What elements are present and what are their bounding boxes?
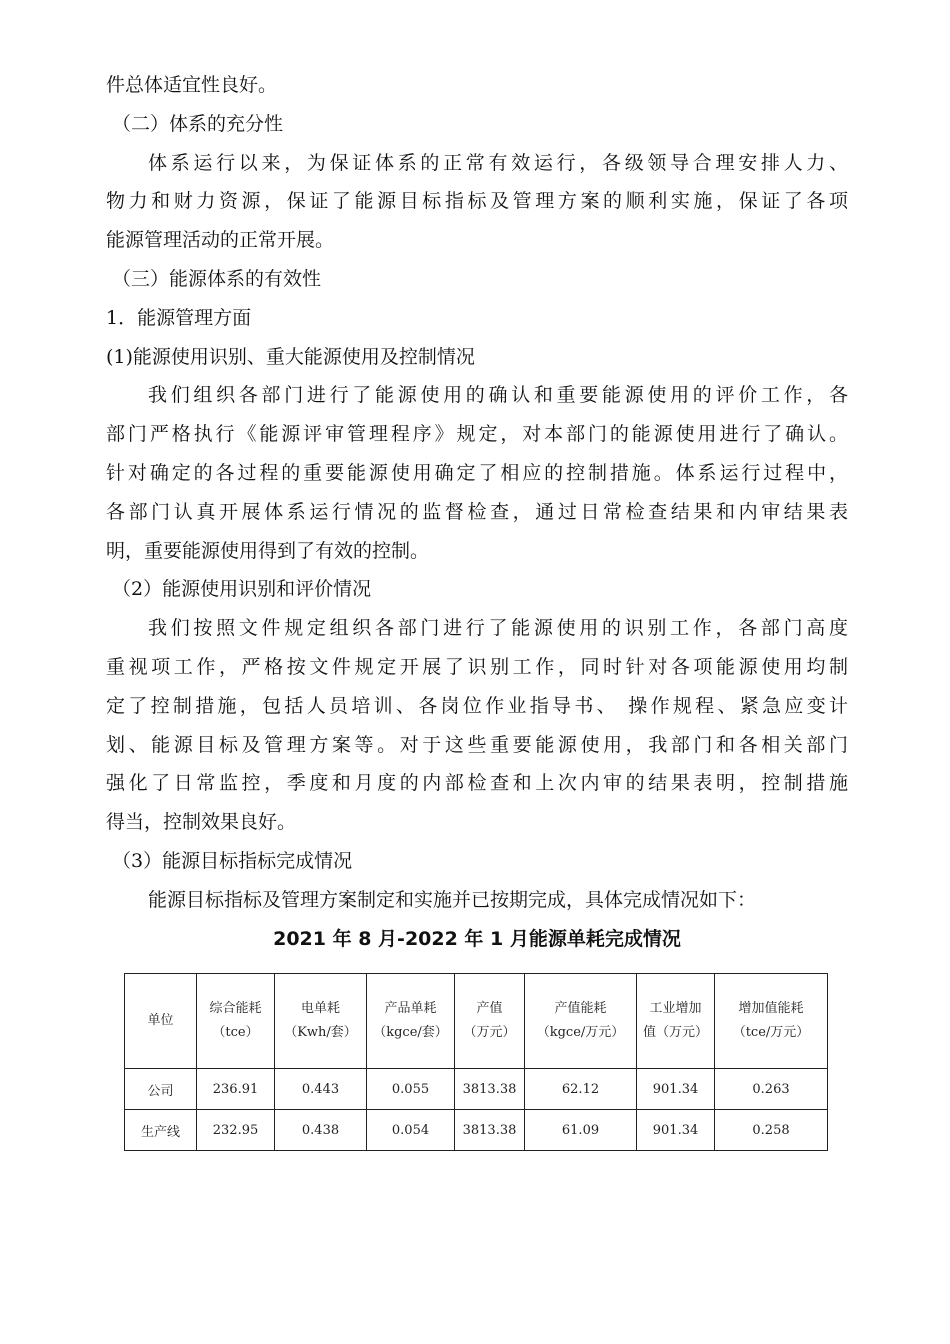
paragraph-line: 我们组织各部门进行了能源使用的确认和重要能源使用的评价工作，各: [148, 384, 848, 407]
header-electricity-per-set: 电单耗 （Kwh/套）: [275, 974, 367, 1069]
table-cell: 0.263: [715, 1069, 828, 1110]
header-industrial-added-value: 工业增加 值（万元）: [637, 974, 715, 1069]
table-cell: 0.438: [275, 1110, 367, 1151]
table-row: [125, 1069, 828, 1110]
table-cell: 232.95: [197, 1110, 275, 1151]
section-heading: （2）能源使用识别和评价情况: [112, 578, 372, 601]
paragraph-line: 强化了日常监控，季度和月度的内部检查和上次内审的结果表明，控制措施: [106, 772, 848, 795]
paragraph-line: 重视项工作，严格按文件规定开展了识别工作，同时针对各项能源使用均制: [106, 655, 848, 678]
paragraph-line: 各部门认真开展体系运行情况的监督检查，通过日常检查结果和内审结果表: [106, 500, 848, 523]
energy-consumption-table: [124, 973, 828, 1151]
table-cell: 0.055: [367, 1069, 455, 1110]
table-cell: 生产线: [125, 1110, 197, 1151]
header-added-value-energy: 增加值能耗 （tce/万元）: [715, 974, 828, 1069]
table-cell: 0.258: [715, 1110, 828, 1151]
header-unit: 单位: [125, 974, 197, 1069]
table-cell: 236.91: [197, 1069, 275, 1110]
table-cell: 公司: [125, 1069, 197, 1110]
subsection-heading: 1．能源管理方面: [106, 306, 252, 329]
section-heading: （二）体系的充分性: [112, 112, 284, 135]
header-output-energy-intensity: 产值能耗 （kgce/万元）: [525, 974, 637, 1069]
header-output-value: 产值 （万元）: [455, 974, 525, 1069]
section-heading: （三）能源体系的有效性: [112, 267, 322, 290]
paragraph-line: 针对确定的各过程的重要能源使用确定了相应的控制措施。体系运行过程中，: [106, 461, 848, 484]
paragraph-line: 体系运行以来，为保证体系的正常有效运行，各级领导合理安排人力、: [148, 151, 848, 174]
document-body: [106, 66, 848, 956]
paragraph-line: 物力和财力资源，保证了能源目标指标及管理方案的顺利实施，保证了各项: [106, 190, 848, 213]
table-cell: 3813.38: [455, 1069, 525, 1110]
paragraph-line: 定了控制措施，包括人员培训、各岗位作业指导书、 操作规程、紧急应变计: [106, 694, 848, 717]
paragraph-line: 划、能源目标及管理方案等。对于这些重要能源使用，我部门和各相关部门: [106, 733, 848, 756]
paragraph-line: 明，重要能源使用得到了有效的控制。: [106, 539, 430, 562]
header-product-unit-consumption: 产品单耗 （kgce/套）: [367, 974, 455, 1069]
table-row: [125, 1110, 828, 1151]
table-cell: 0.443: [275, 1069, 367, 1110]
table-cell: 62.12: [525, 1069, 637, 1110]
header-total-energy: 综合能耗 （tce）: [197, 974, 275, 1069]
table-header-row: [125, 974, 828, 1069]
table-cell: 61.09: [525, 1110, 637, 1151]
table-title: 2021 年 8 月-2022 年 1 月能源单耗完成情况: [273, 927, 681, 950]
paragraph-line: 件总体适宜性良好。: [106, 74, 278, 96]
subsection-heading: (1)能源使用识别、重大能源使用及控制情况: [106, 345, 475, 368]
section-heading: （3）能源目标指标完成情况: [112, 849, 353, 872]
table-cell: 901.34: [637, 1110, 715, 1151]
table-cell: 0.054: [367, 1110, 455, 1151]
table-cell: 901.34: [637, 1069, 715, 1110]
table-cell: 3813.38: [455, 1110, 525, 1151]
paragraph-line: 我们按照文件规定组织各部门进行了能源使用的识别工作，各部门高度: [148, 617, 848, 640]
paragraph-line: 部门严格执行《能源评审管理程序》规定，对本部门的能源使用进行了确认。: [106, 423, 848, 446]
paragraph-line: 得当，控制效果良好。: [106, 811, 297, 834]
paragraph-line: 能源管理活动的正常开展。: [106, 229, 335, 252]
paragraph-line: 能源目标指标及管理方案制定和实施并已按期完成，具体完成情况如下：: [148, 888, 757, 911]
